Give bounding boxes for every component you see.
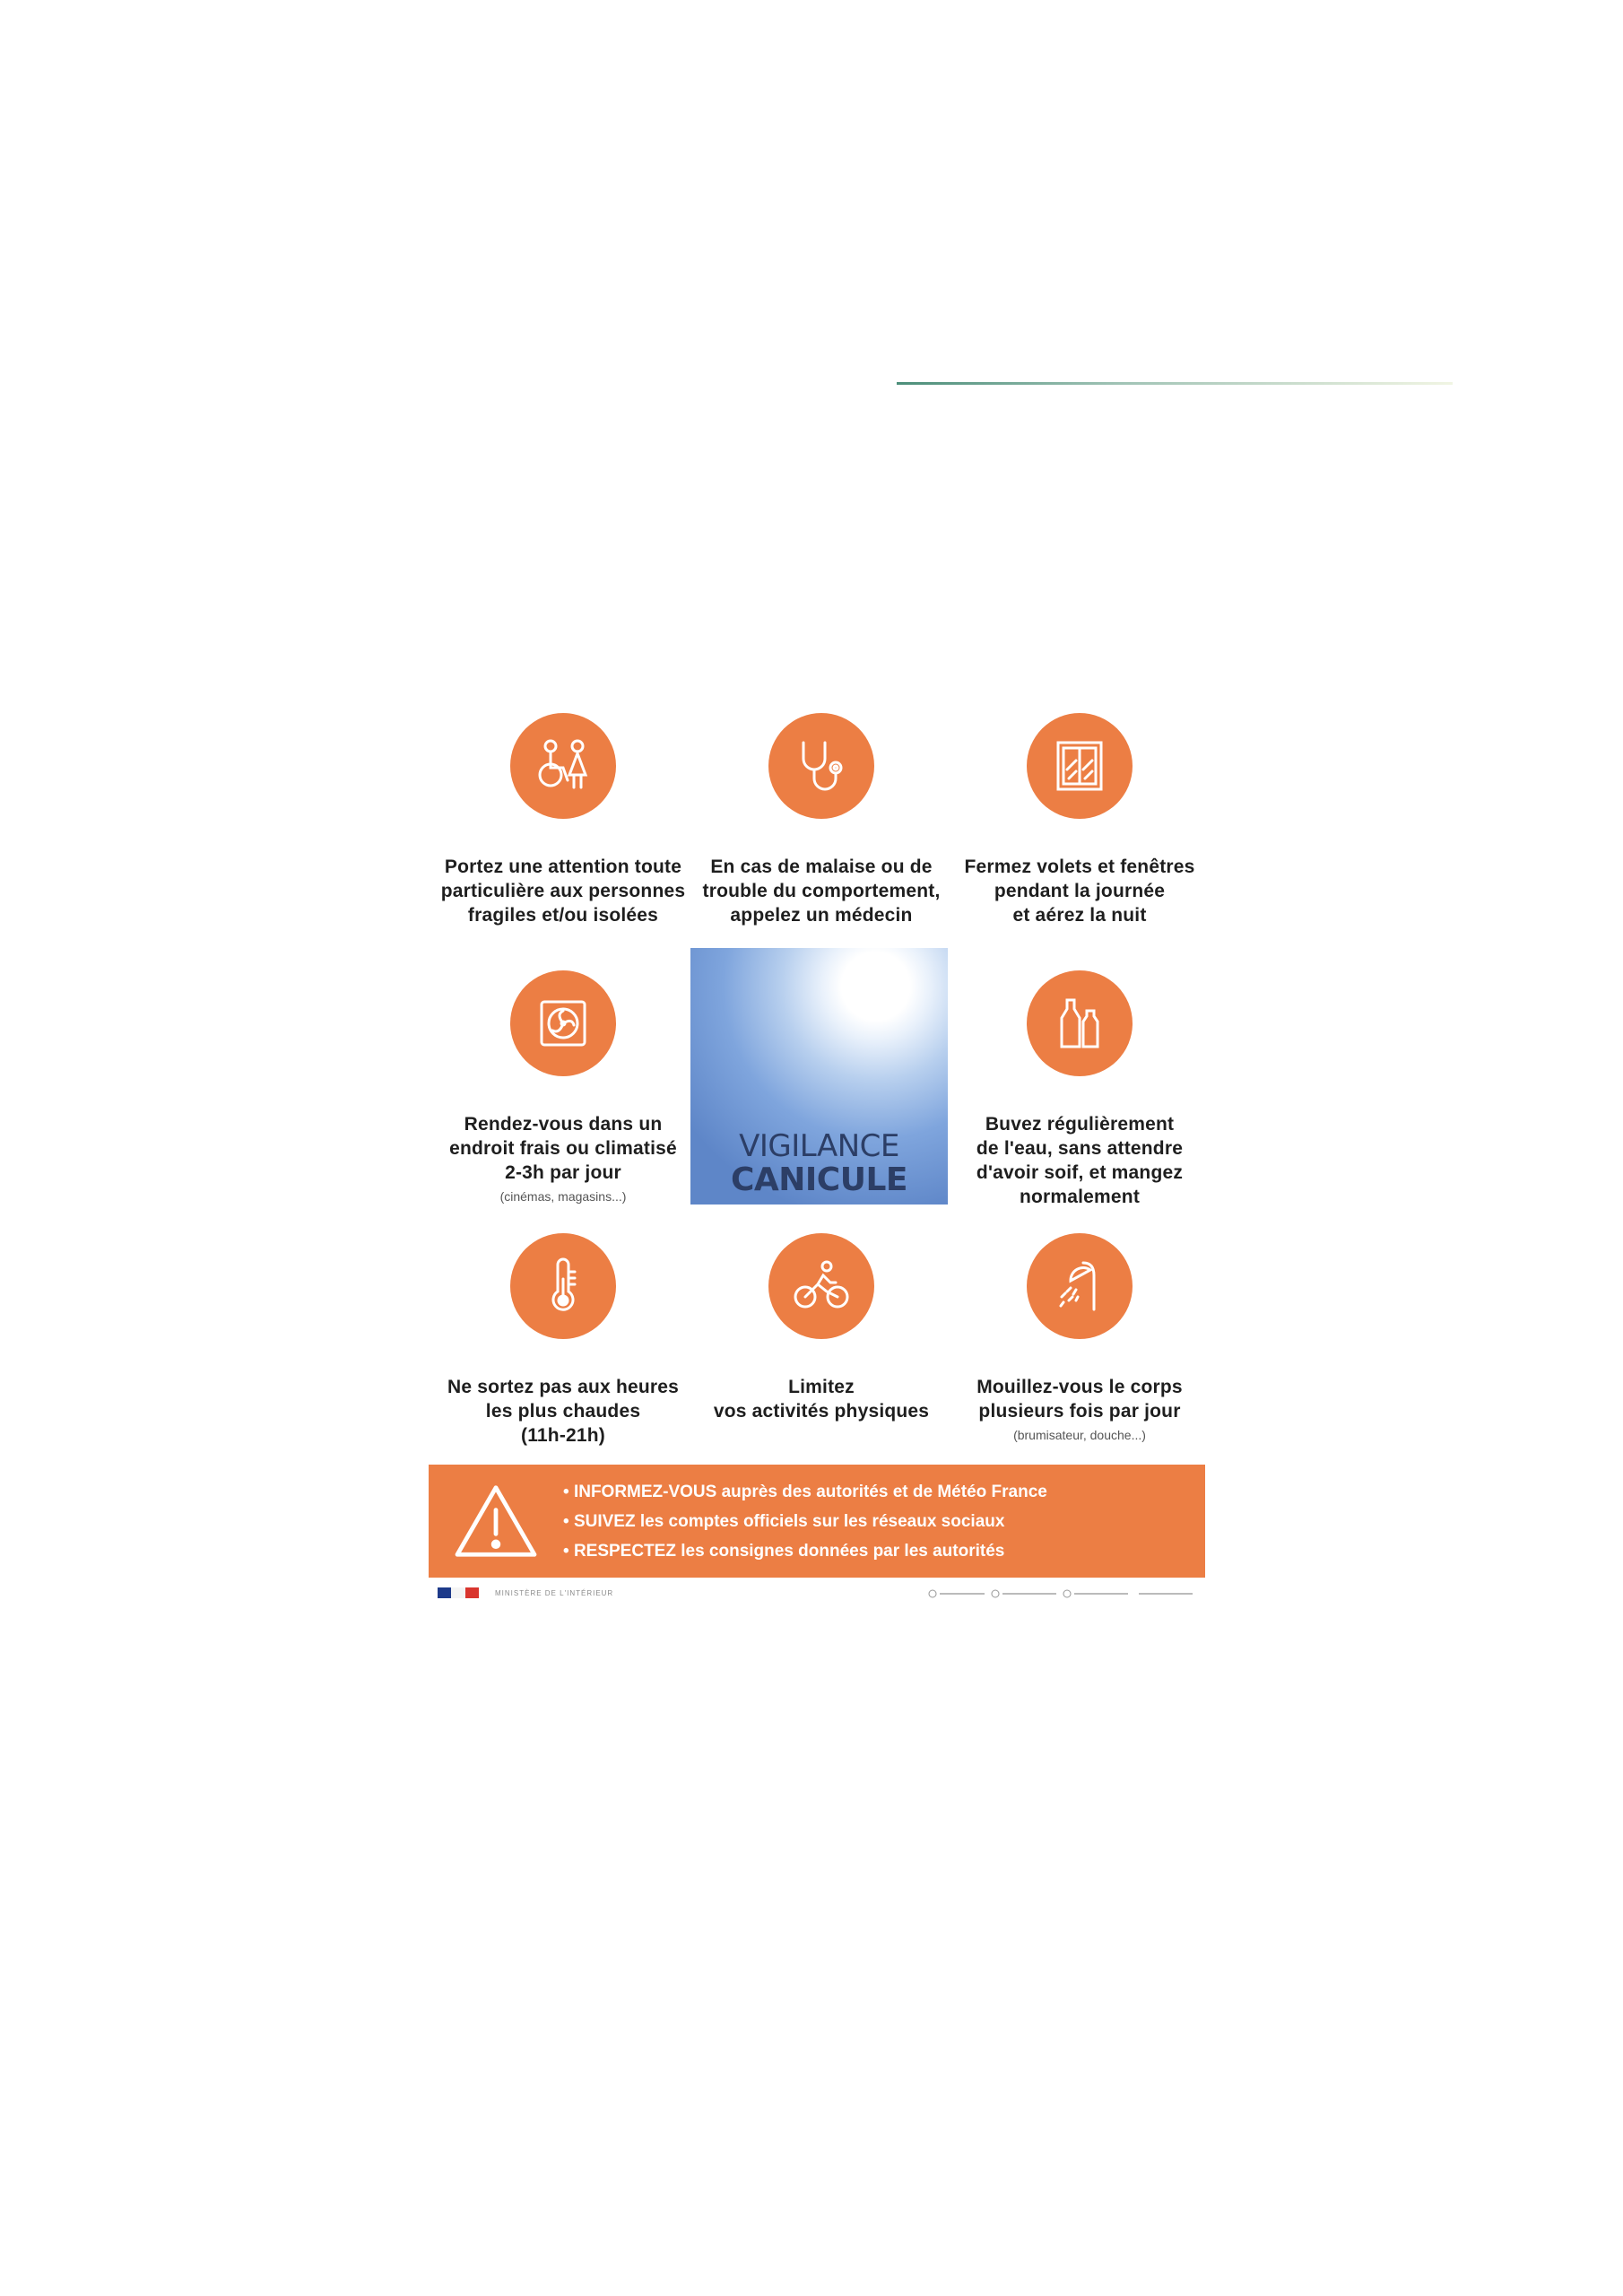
banner-item: • INFORMEZ-VOUS auprès des autorités et de Météo France xyxy=(563,1477,1047,1507)
tip-cool-place xyxy=(429,970,698,1205)
tip-avoid-heat-hours xyxy=(429,1233,698,1448)
scan-artifact-line xyxy=(897,382,1453,385)
title-line-2: CANICULE xyxy=(731,1161,907,1198)
tip-text: En cas de malaise ou de trouble du comportement, appelez un médecin xyxy=(702,857,941,926)
stethoscope-icon xyxy=(768,713,874,819)
banner-item: • RESPECTEZ les consignes données par les autorités xyxy=(563,1536,1047,1566)
window-icon xyxy=(1027,713,1133,819)
tip-drink-water xyxy=(945,970,1214,1209)
tip-text: Rendez-vous dans un endroit frais ou climatisé 2-3h par jour xyxy=(449,1114,677,1183)
tip-text: Limitez vos activités physiques xyxy=(713,1377,930,1422)
canicule-poster xyxy=(429,713,1209,1610)
vigilance-title xyxy=(690,1129,948,1197)
tip-subtext: (brumisateur, douche...) xyxy=(1013,1428,1146,1442)
info-banner xyxy=(429,1465,1205,1578)
tip-text: Portez une attention toute particulière aux personnes fragiles et/ou isolées xyxy=(440,857,686,926)
tip-limit-activity xyxy=(687,1233,956,1423)
bottles-icon xyxy=(1027,970,1133,1076)
tip-text: Ne sortez pas aux heures les plus chaudes (11h-21h) xyxy=(447,1377,680,1446)
vigilance-canicule-image xyxy=(690,948,948,1205)
social-links xyxy=(927,1588,1196,1601)
tip-text: Buvez régulièrement de l'eau, sans attendre d'avoir soif, et mangez normalement xyxy=(976,1114,1184,1207)
social-icons-icon xyxy=(927,1588,1196,1599)
tip-call-doctor xyxy=(687,713,956,927)
ministry-label: MINISTÈRE DE L'INTÉRIEUR xyxy=(495,1589,614,1597)
poster-footer xyxy=(438,1587,1205,1607)
air-conditioner-icon xyxy=(510,970,616,1076)
thermometer-icon xyxy=(510,1233,616,1339)
persons-icon xyxy=(510,713,616,819)
title-line-1: VIGILANCE xyxy=(739,1128,899,1164)
shower-icon xyxy=(1027,1233,1133,1339)
banner-list xyxy=(563,1477,1047,1566)
tip-text: Fermez volets et fenêtres pendant la journée et aérez la nuit xyxy=(964,857,1195,926)
cyclist-icon xyxy=(768,1233,874,1339)
tip-wet-body xyxy=(945,1233,1214,1443)
tip-text: Mouillez-vous le corps plusieurs fois par jour xyxy=(976,1377,1183,1422)
tip-subtext: (cinémas, magasins...) xyxy=(499,1189,627,1204)
tip-vulnerable-people xyxy=(429,713,698,927)
banner-item: • SUIVEZ les comptes officiels sur les réseaux sociaux xyxy=(563,1507,1047,1536)
tip-close-windows xyxy=(945,713,1214,927)
warning-icon xyxy=(429,1465,563,1578)
french-flag-logo xyxy=(438,1587,479,1598)
